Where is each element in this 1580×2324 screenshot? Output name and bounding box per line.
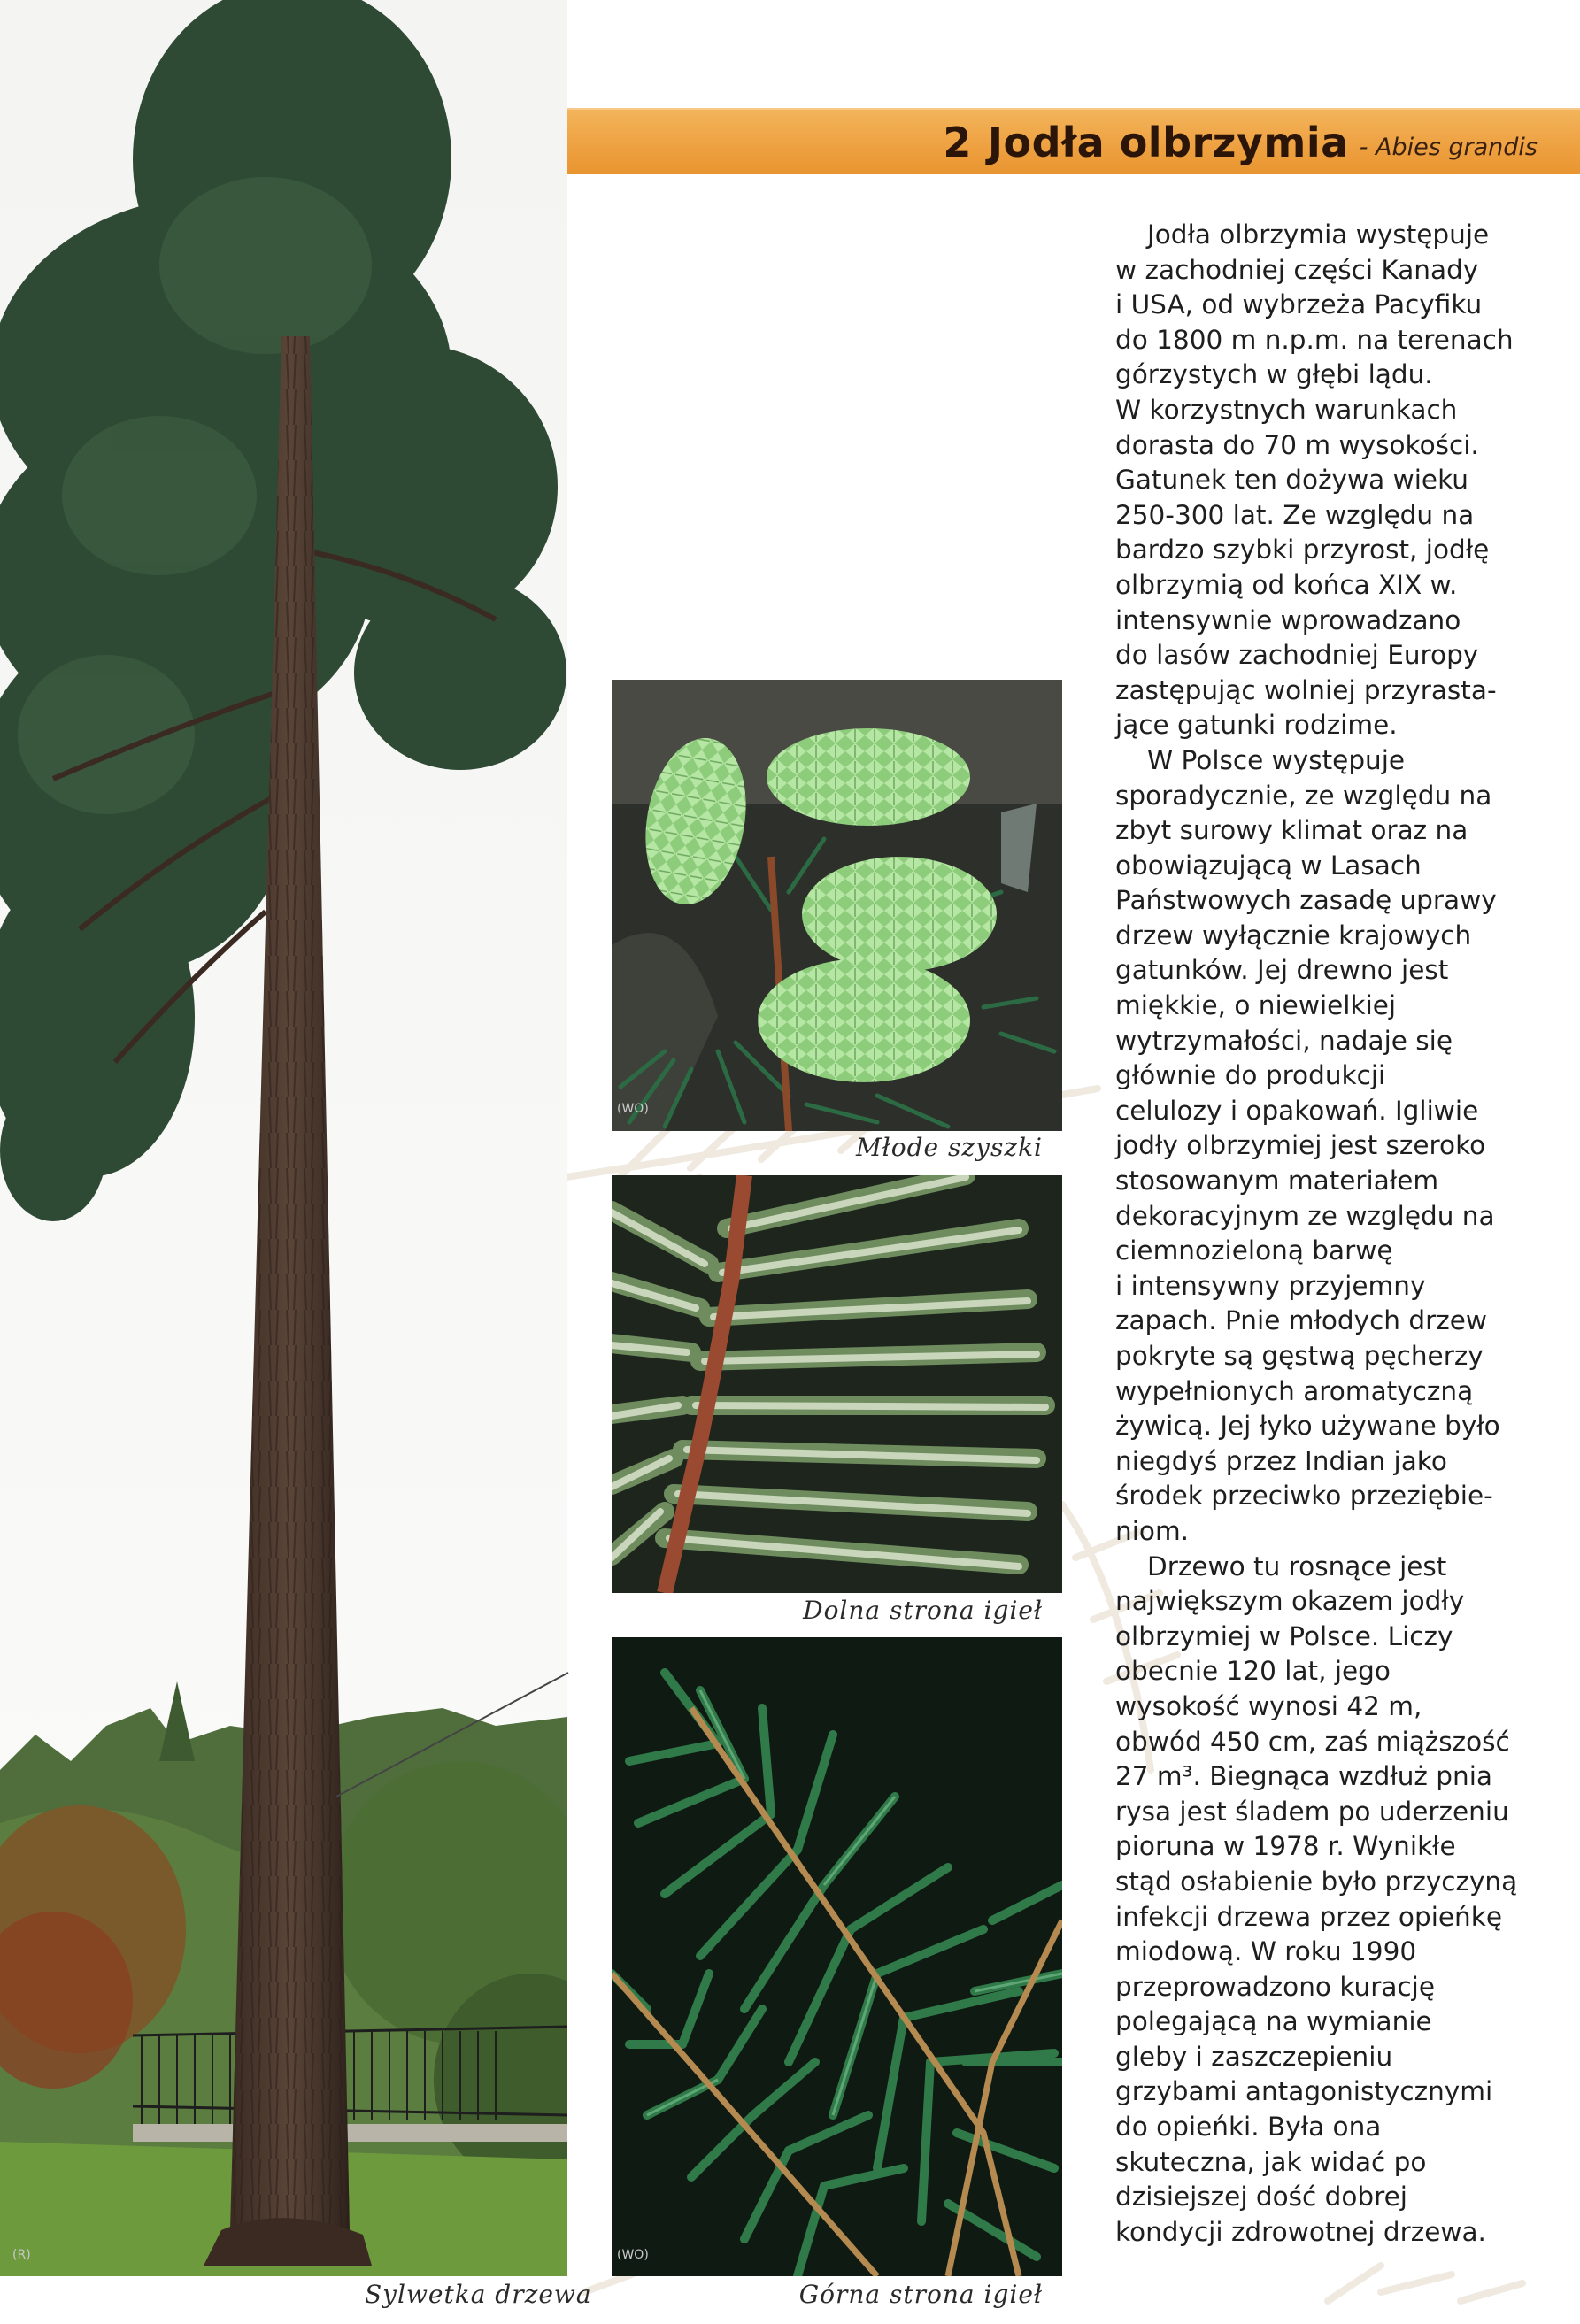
article-line: olbrzymiej w Polsce. Liczy xyxy=(1115,1620,1453,1651)
article-line: Gatunek ten dożywa wieku xyxy=(1115,465,1468,496)
article-line: dekoracyjnym ze względu na xyxy=(1115,1200,1495,1231)
article-line: miodową. W roku 1990 xyxy=(1115,1936,1417,1967)
tree-silhouette-photo xyxy=(0,0,567,2276)
article-line: do 1800 m n.p.m. na terenach xyxy=(1115,324,1514,355)
article-line: górzystych w głębi lądu. xyxy=(1115,359,1433,390)
article-line: skuteczna, jak widać po xyxy=(1115,2146,1427,2177)
article-line: obecnie 120 lat, jego xyxy=(1115,1656,1391,1687)
article-line: wypełnionych aromatyczną xyxy=(1115,1375,1474,1406)
article-line: niegdyś przez Indian jako xyxy=(1115,1445,1447,1476)
article-line: polegającą na wymianie xyxy=(1115,2006,1432,2037)
article-line: gatunków. Jej drewno jest xyxy=(1115,955,1449,986)
article-line: intensywnie wprowadzano xyxy=(1115,604,1461,635)
article-line: W korzystnych warunkach xyxy=(1115,394,1458,425)
photo-credit-upperside: (WO) xyxy=(617,2248,649,2262)
connector-line xyxy=(336,1664,571,1805)
article-line: ciemnozieloną barwę xyxy=(1115,1235,1393,1266)
species-name: Jodła olbrzymia xyxy=(987,118,1349,166)
caption-tree-silhouette: Sylwetka drzewa xyxy=(365,2280,592,2309)
needle-upperside-photo xyxy=(612,1637,1062,2276)
caption-young-cones: Młode szyszki xyxy=(856,1133,1043,1162)
photo-credit-tree: (R) xyxy=(12,2248,31,2262)
article-line: Drzewo tu rosnące jest xyxy=(1147,1551,1447,1581)
article-line: jodły olbrzymiej jest szeroko xyxy=(1115,1130,1486,1161)
article-line: miękkie, o niewielkiej xyxy=(1115,990,1397,1021)
article-line: do lasów zachodniej Europy xyxy=(1115,640,1479,671)
article-line: celulozy i opakowań. Igliwie xyxy=(1115,1095,1479,1126)
caption-needle-upperside: Górna strona igieł xyxy=(798,2280,1043,2309)
article-line: jące gatunki rodzime. xyxy=(1115,710,1398,741)
article-line: olbrzymią od końca XIX w. xyxy=(1115,569,1458,600)
article-line: głównie do produkcji xyxy=(1115,1060,1386,1091)
article-line: Jodła olbrzymia występuje xyxy=(1147,219,1490,250)
article-line: i USA, od wybrzeża Pacyfiku xyxy=(1115,289,1483,320)
article-line: W Polsce występuje xyxy=(1147,744,1406,775)
article-line: kondycji zdrowotnej drzewa. xyxy=(1115,2216,1486,2247)
article-line: stąd osłabienie było przyczyną xyxy=(1115,1866,1518,1897)
article-line: obowiązującą w Lasach xyxy=(1115,850,1422,881)
article-text xyxy=(1115,218,1576,2250)
needle-underside-photo xyxy=(612,1175,1062,1593)
article-line: zastępując wolniej przyrasta- xyxy=(1115,674,1497,705)
species-number: 2 xyxy=(943,118,972,166)
article-line: przeprowadzono kurację xyxy=(1115,1971,1435,2002)
caption-needle-underside: Dolna strona igieł xyxy=(803,1596,1043,1625)
article-line: zbyt surowy klimat oraz na xyxy=(1115,815,1468,846)
article-line: do opieńki. Była ona xyxy=(1115,2112,1382,2143)
young-cones-photo xyxy=(612,680,1062,1131)
article-line: zapach. Pnie młodych drzew xyxy=(1115,1305,1487,1336)
article-line: wytrzymałości, nadaje się xyxy=(1115,1025,1453,1056)
article-line: wysokość wynosi 42 m, xyxy=(1115,1690,1422,1721)
article-line: dorasta do 70 m wysokości. xyxy=(1115,429,1479,460)
article-line: pioruna w 1978 r. Wynikłe xyxy=(1115,1831,1456,1862)
article-line: 27 m³. Biegnąca wzdłuż pnia xyxy=(1115,1761,1492,1792)
article-line: bardzo szybki przyrost, jodłę xyxy=(1115,535,1490,566)
article-line: stosowanym materiałem xyxy=(1115,1166,1439,1197)
article-line: gleby i zaszczepieniu xyxy=(1115,2041,1393,2072)
article-line: rysa jest śladem po uderzeniu xyxy=(1115,1796,1509,1827)
article-line: sporadycznie, ze względu na xyxy=(1115,780,1492,811)
article-line: w zachodniej części Kanady xyxy=(1115,254,1479,285)
article-line: 250-300 lat. Ze względu na xyxy=(1115,499,1475,530)
article-line: infekcji drzewa przez opieńkę xyxy=(1115,1901,1502,1932)
article-line: drzew wyłącznie krajowych xyxy=(1115,920,1472,950)
article-line: największym okazem jodły xyxy=(1115,1586,1465,1617)
article-line: grzybami antagonistycznymi xyxy=(1115,2076,1493,2107)
article-line: obwód 450 cm, zaś miąższość xyxy=(1115,1726,1510,1757)
title-banner xyxy=(567,108,1580,174)
latin-name: - Abies grandis xyxy=(1359,134,1538,161)
article-line: Państwowych zasadę uprawy xyxy=(1115,885,1497,916)
article-line: dzisiejszej dość dobrej xyxy=(1115,2182,1407,2212)
article-line: pokryte są gęstwą pęcherzy xyxy=(1115,1341,1484,1371)
article-line: i intensywny przyjemny xyxy=(1115,1270,1426,1301)
article-line: niom. xyxy=(1115,1515,1190,1546)
photo-credit-cones: (WO) xyxy=(617,1102,649,1116)
article-line: środek przeciwko przeziębie- xyxy=(1115,1481,1493,1512)
article-line: żywicą. Jej łyko używane było xyxy=(1115,1411,1500,1442)
